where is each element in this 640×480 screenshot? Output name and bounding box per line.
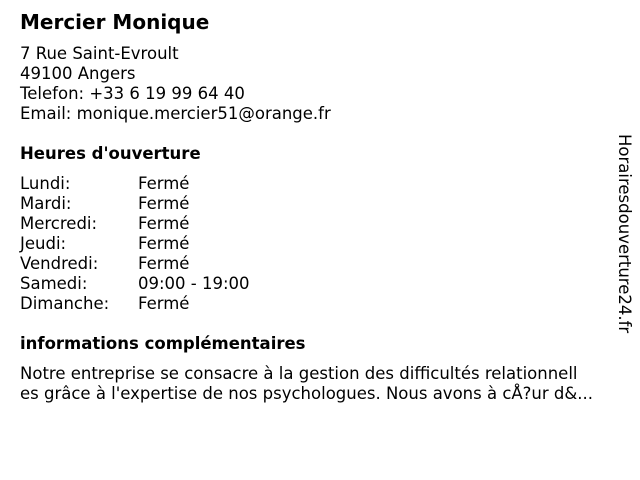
hours-row-mardi xyxy=(20,194,250,214)
hours-value: Fermé xyxy=(138,254,190,273)
description-line: Notre entreprise se consacre à la gestion des difficultés relationnell xyxy=(20,364,578,383)
hours-table xyxy=(20,174,250,314)
day-label: Vendredi: xyxy=(20,254,99,273)
hours-heading: Heures d'ouverture xyxy=(20,144,201,163)
phone-line: Telefon: +33 6 19 99 64 40 xyxy=(20,84,245,103)
info-description xyxy=(20,364,620,404)
email-line: Email: monique.mercier51@orange.fr xyxy=(20,104,331,123)
day-label: Mercredi: xyxy=(20,214,98,233)
description-line: es grâce à l'expertise de nos psychologues. Nous avons à cÅ?ur d&... xyxy=(20,384,593,403)
business-name: Mercier Monique xyxy=(20,10,210,34)
day-label: Lundi: xyxy=(20,174,71,193)
info-heading: informations complémentaires xyxy=(20,334,306,353)
hours-value: Fermé xyxy=(138,234,190,253)
hours-row-dimanche xyxy=(20,294,250,314)
hours-value: Fermé xyxy=(138,294,190,313)
hours-row-lundi xyxy=(20,174,250,194)
site-watermark: Horairesdouverture24.fr xyxy=(615,134,634,334)
hours-value: Fermé xyxy=(138,194,190,213)
hours-row-vendredi xyxy=(20,254,250,274)
hours-value: Fermé xyxy=(138,174,190,193)
hours-value: Fermé xyxy=(138,214,190,233)
day-label: Samedi: xyxy=(20,274,88,293)
hours-row-samedi xyxy=(20,274,250,294)
contact-block xyxy=(20,44,331,124)
address-street: 7 Rue Saint-Evroult xyxy=(20,44,179,63)
address-city: 49100 Angers xyxy=(20,64,136,83)
hours-row-mercredi xyxy=(20,214,250,234)
day-label: Dimanche: xyxy=(20,294,110,313)
day-label: Mardi: xyxy=(20,194,72,213)
day-label: Jeudi: xyxy=(20,234,67,253)
hours-value: 09:00 - 19:00 xyxy=(138,274,250,293)
hours-row-jeudi xyxy=(20,234,250,254)
